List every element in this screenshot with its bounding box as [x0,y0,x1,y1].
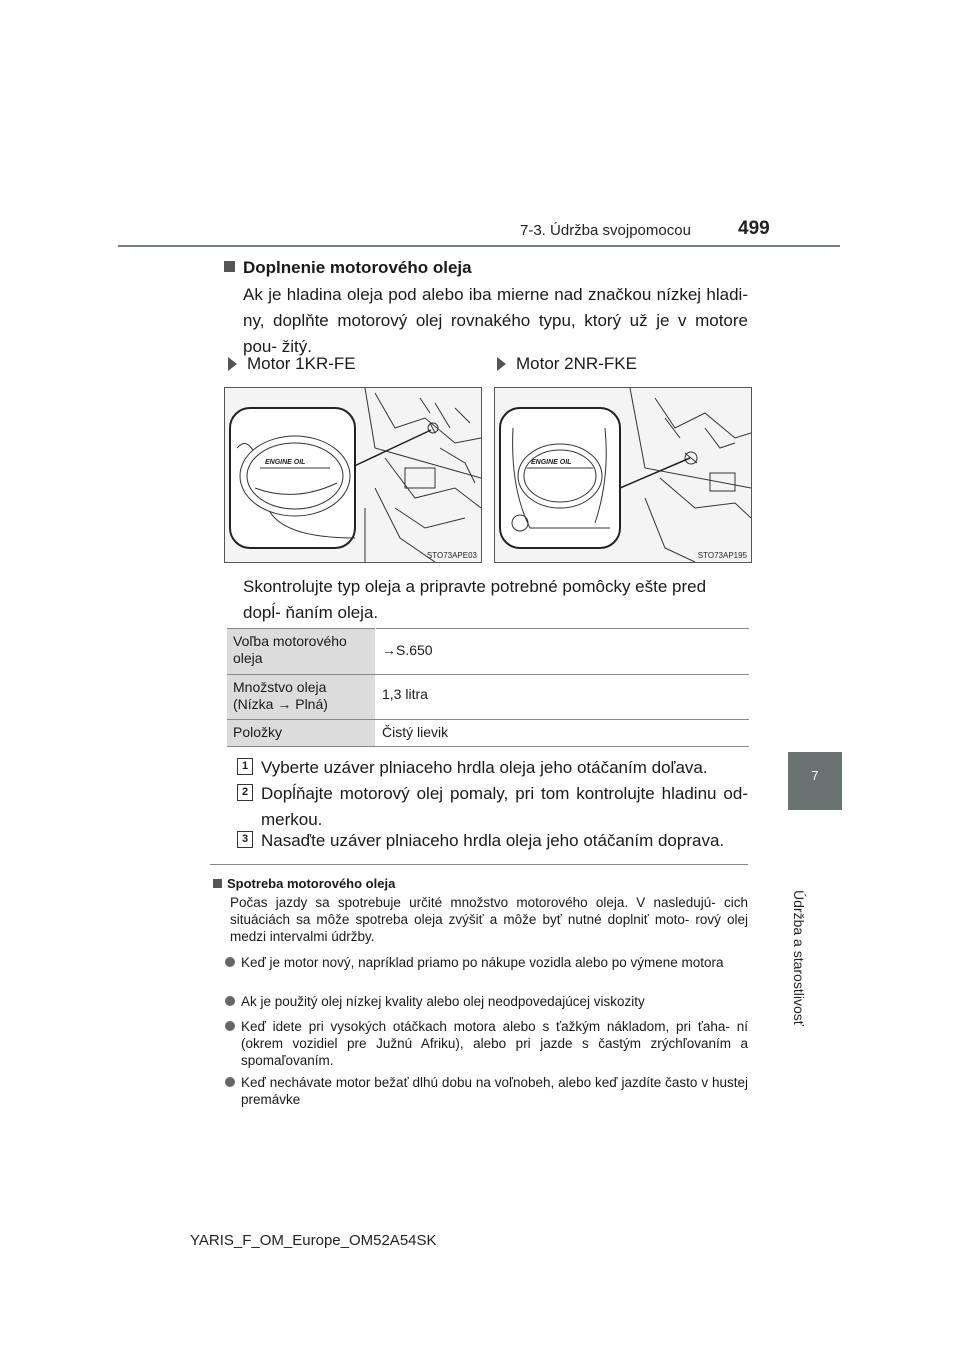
chapter-tab [788,752,842,810]
engine-label-2 [497,354,637,374]
section-body: Ak je hladina oleja pod alebo iba mierne nad značkou nízkej hladi- ny, doplňte motorový olej rovnakého typu, ktorý už je v motore pou- žitý. [243,285,748,356]
running-header-section: 7-3. Údržba svojpomocou [520,222,691,239]
figure-code: STO73APE03 [426,551,477,560]
table-cell-value: →S.650 [376,629,750,675]
list-item [225,954,748,971]
table-cell-value: Čistý lievik [376,720,750,747]
table-row [227,675,749,720]
engine-bay-illustration [495,388,751,562]
list-item-text: Keď idete pri vysokých otáčkach motora alebo s ťažkým nákladom, pri ťaha- ní (okrem vozidiel pre Južnú Afriku), alebo pri jazde s častým zrýchľovaním a spomaľovaním. [241,1019,748,1068]
square-bullet-icon [224,261,235,272]
section-heading [224,258,472,278]
triangle-bullet-icon [228,357,237,371]
list-item-text: Keď je motor nový, napríklad priamo po nákupe vozidla alebo po výmene motora [241,955,724,970]
step-text: Dopĺňajte motorový olej pomaly, pri tom kontrolujte hladinu od- merkou. [261,784,748,829]
round-bullet-icon [225,957,235,967]
section-divider [210,864,748,865]
list-item [225,1074,748,1108]
square-bullet-icon [213,879,222,888]
subsection-body: Počas jazdy sa spotrebuje určité množstvo motorového oleja. V nasledujú- cich situáciách sa môže spotreba oleja zvýšiť a môže byť nutné doplniť moto- rový olej medzi intervalmi údržby. [230,895,748,944]
table-row [227,629,749,675]
table-cell-label: Voľba motorového oleja [227,629,376,675]
preparation-table [227,628,749,747]
step-text: Vyberte uzáver plniaceho hrdla oleja jeho otáčaním doľava. [261,758,708,777]
section-heading-text: Doplnenie motorového oleja [243,258,472,277]
triangle-bullet-icon [497,357,506,371]
engine-figure-2 [494,387,752,563]
engine-bay-illustration [225,388,481,562]
step-number: 1 [237,758,253,775]
table-cell-label: Množstvo oleja (Nízka → Plná) [227,675,376,720]
step-number: 3 [237,831,253,848]
page-number: 499 [738,218,770,239]
chapter-tab-label: Údržba a starostlivosť [791,890,807,1026]
engine-oil-cap-text: ENGINE OIL [531,459,572,466]
header-rule [118,245,840,247]
round-bullet-icon [225,1077,235,1087]
list-item [225,993,748,1010]
table-cell-label: Položky [227,720,376,747]
subsection-heading-text: Spotreba motorového oleja [227,876,396,891]
check-instruction: Skontrolujte typ oleja a pripravte potrebné pomôcky ešte pred dopĺ- ňaním oleja. [243,577,707,622]
round-bullet-icon [225,996,235,1006]
chapter-tab-number: 7 [811,768,819,783]
table-row [227,720,749,747]
figure-code: STO73AP195 [697,551,747,560]
engine-label-text: Motor 1KR-FE [247,354,356,373]
engine-figure-1 [224,387,482,563]
list-item-text: Ak je použitý olej nízkej kvality alebo olej neodpovedajúcej viskozity [241,994,645,1009]
engine-label-1 [228,354,356,374]
list-item-text: Keď nechávate motor bežať dlhú dobu na voľnobeh, alebo keď jazdíte často v hustej premávke [241,1075,748,1107]
subsection-heading [213,876,395,891]
engine-label-text: Motor 2NR-FKE [516,354,637,373]
list-item [225,1018,748,1069]
table-cell-value: 1,3 litra [376,675,750,720]
document-footer: YARIS_F_OM_Europe_OM52A54SK [190,1232,437,1249]
round-bullet-icon [225,1021,235,1031]
step-text: Nasaďte uzáver plniaceho hrdla oleja jeho otáčaním doprava. [261,831,725,850]
step-number: 2 [237,784,253,801]
engine-oil-cap-text: ENGINE OIL [265,459,306,466]
